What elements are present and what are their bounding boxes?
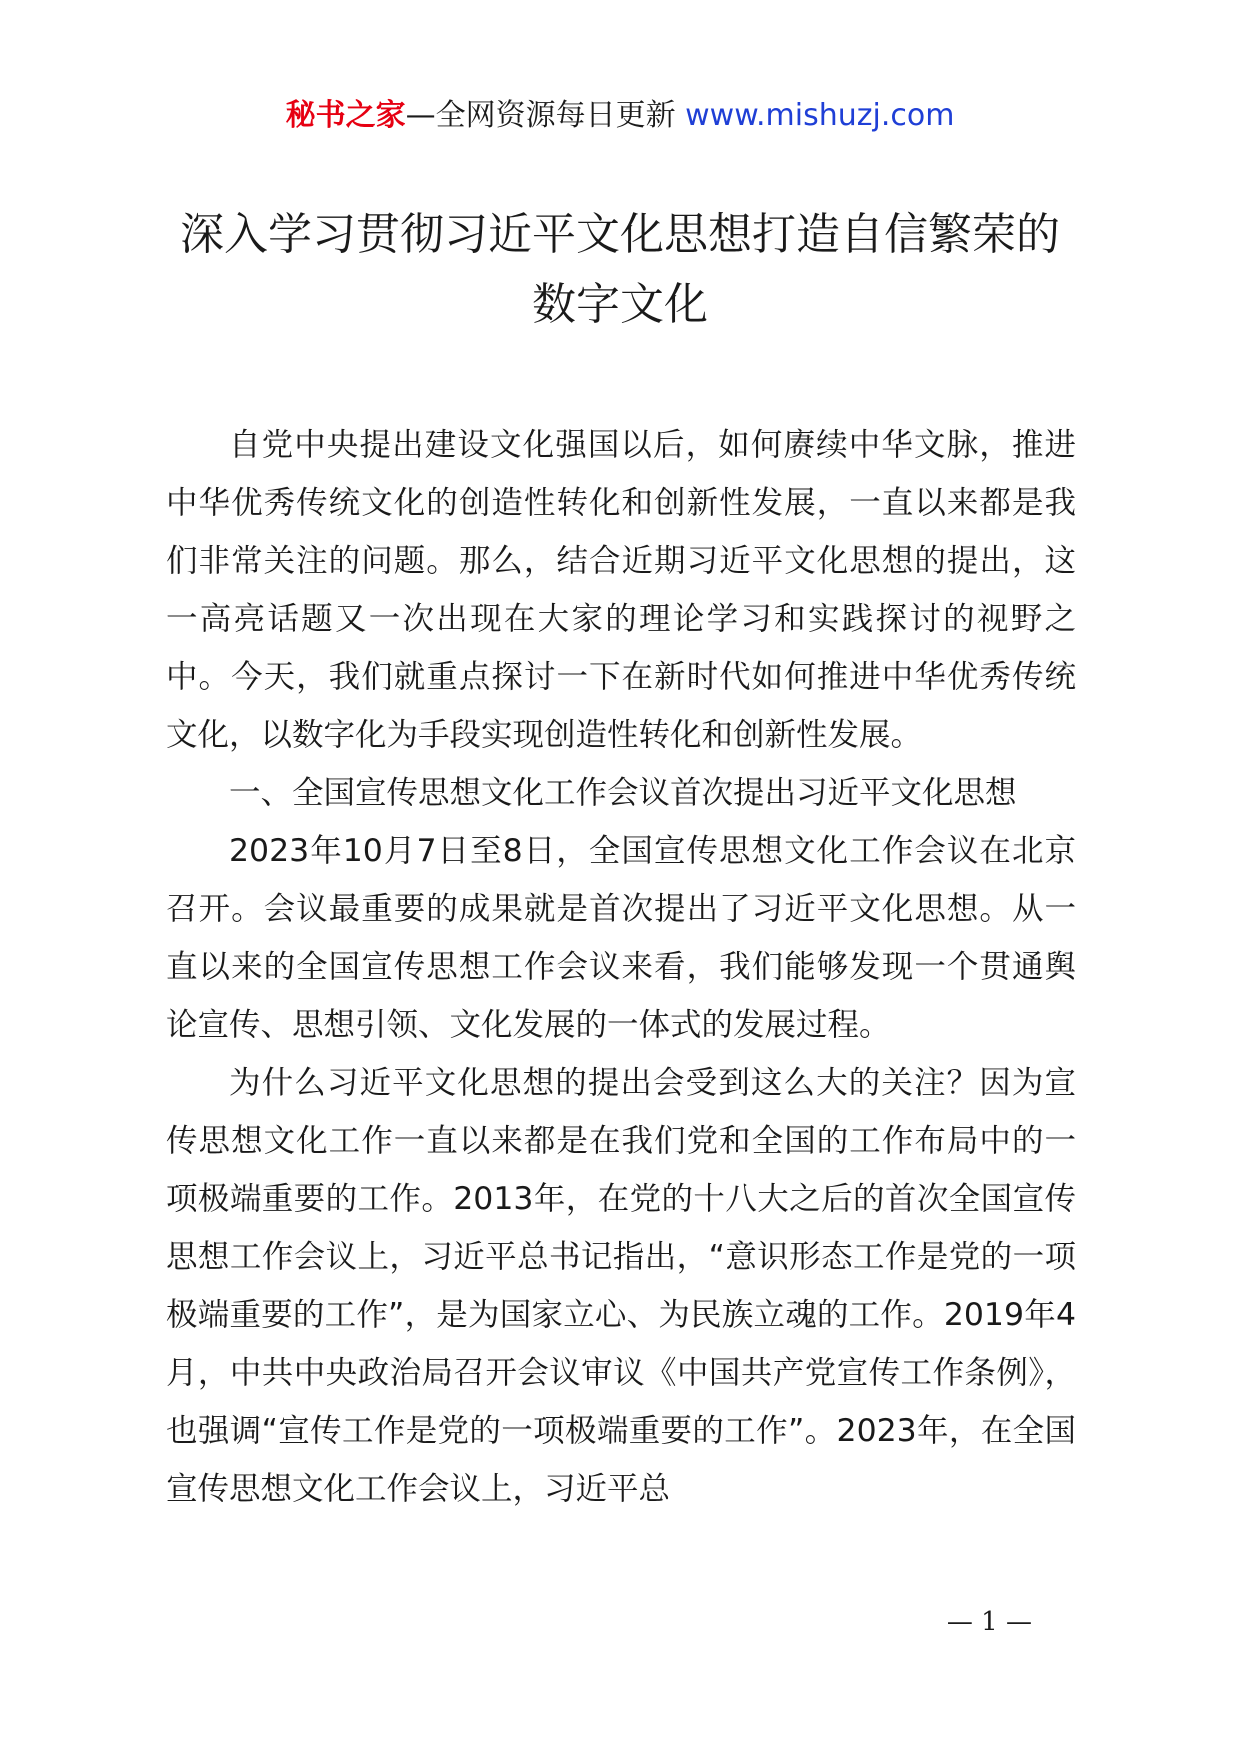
title-line-2: 数字文化 (532, 279, 708, 330)
brand-name: 秘书之家 (285, 98, 406, 133)
document-body (166, 416, 1076, 1518)
paragraph-why-attention: 为什么习近平文化思想的提出会受到这么大的关注？因为宣传思想文化工作一直以来都是在我们党和全国的工作布局中的一项极端重要的工作。2013年，在党的十八大之后的首次全国宣传思想工作会议上，习近平总书记指出，“意识形态工作是党的一项极端重要的工作”，是为国家立心、为民族立魂的工作。2019年4月，中共中央政治局召开会议审议《中国共产党宣传工作条例》，也强调“宣传工作是党的一项极端重要的工作”。2023年，在全国宣传思想文化工作会议上，习近平总 (166, 1065, 1076, 1507)
document-title (160, 200, 1080, 340)
paragraph-conference: 2023年10月7日至8日，全国宣传思想文化工作会议在北京召开。会议最重要的成果就是首次提出了习近平文化思想。从一直以来的全国宣传思想工作会议来看，我们能够发现一个贯通舆论宣传、思想引领、文化发展的一体式的发展过程。 (166, 833, 1076, 1043)
header-slogan: —全网资源每日更新 (405, 98, 676, 133)
site-url-link[interactable]: www.mishuzj.com (685, 98, 955, 133)
section-heading-1: 一、全国宣传思想文化工作会议首次提出习近平文化思想 (229, 775, 1017, 811)
page-number: — 1 — (946, 1607, 1032, 1637)
title-line-1: 深入学习贯彻习近平文化思想打造自信繁荣的 (180, 209, 1060, 260)
site-header (0, 96, 1240, 136)
paragraph-intro: 自党中央提出建设文化强国以后，如何赓续中华文脉，推进中华优秀传统文化的创造性转化和创新性发展，一直以来都是我们非常关注的问题。那么，结合近期习近平文化思想的提出，这一高亮话题又一次出现在大家的理论学习和实践探讨的视野之中。今天，我们就重点探讨一下在新时代如何推进中华优秀传统文化，以数字化为手段实现创造性转化和创新性发展。 (166, 427, 1076, 753)
